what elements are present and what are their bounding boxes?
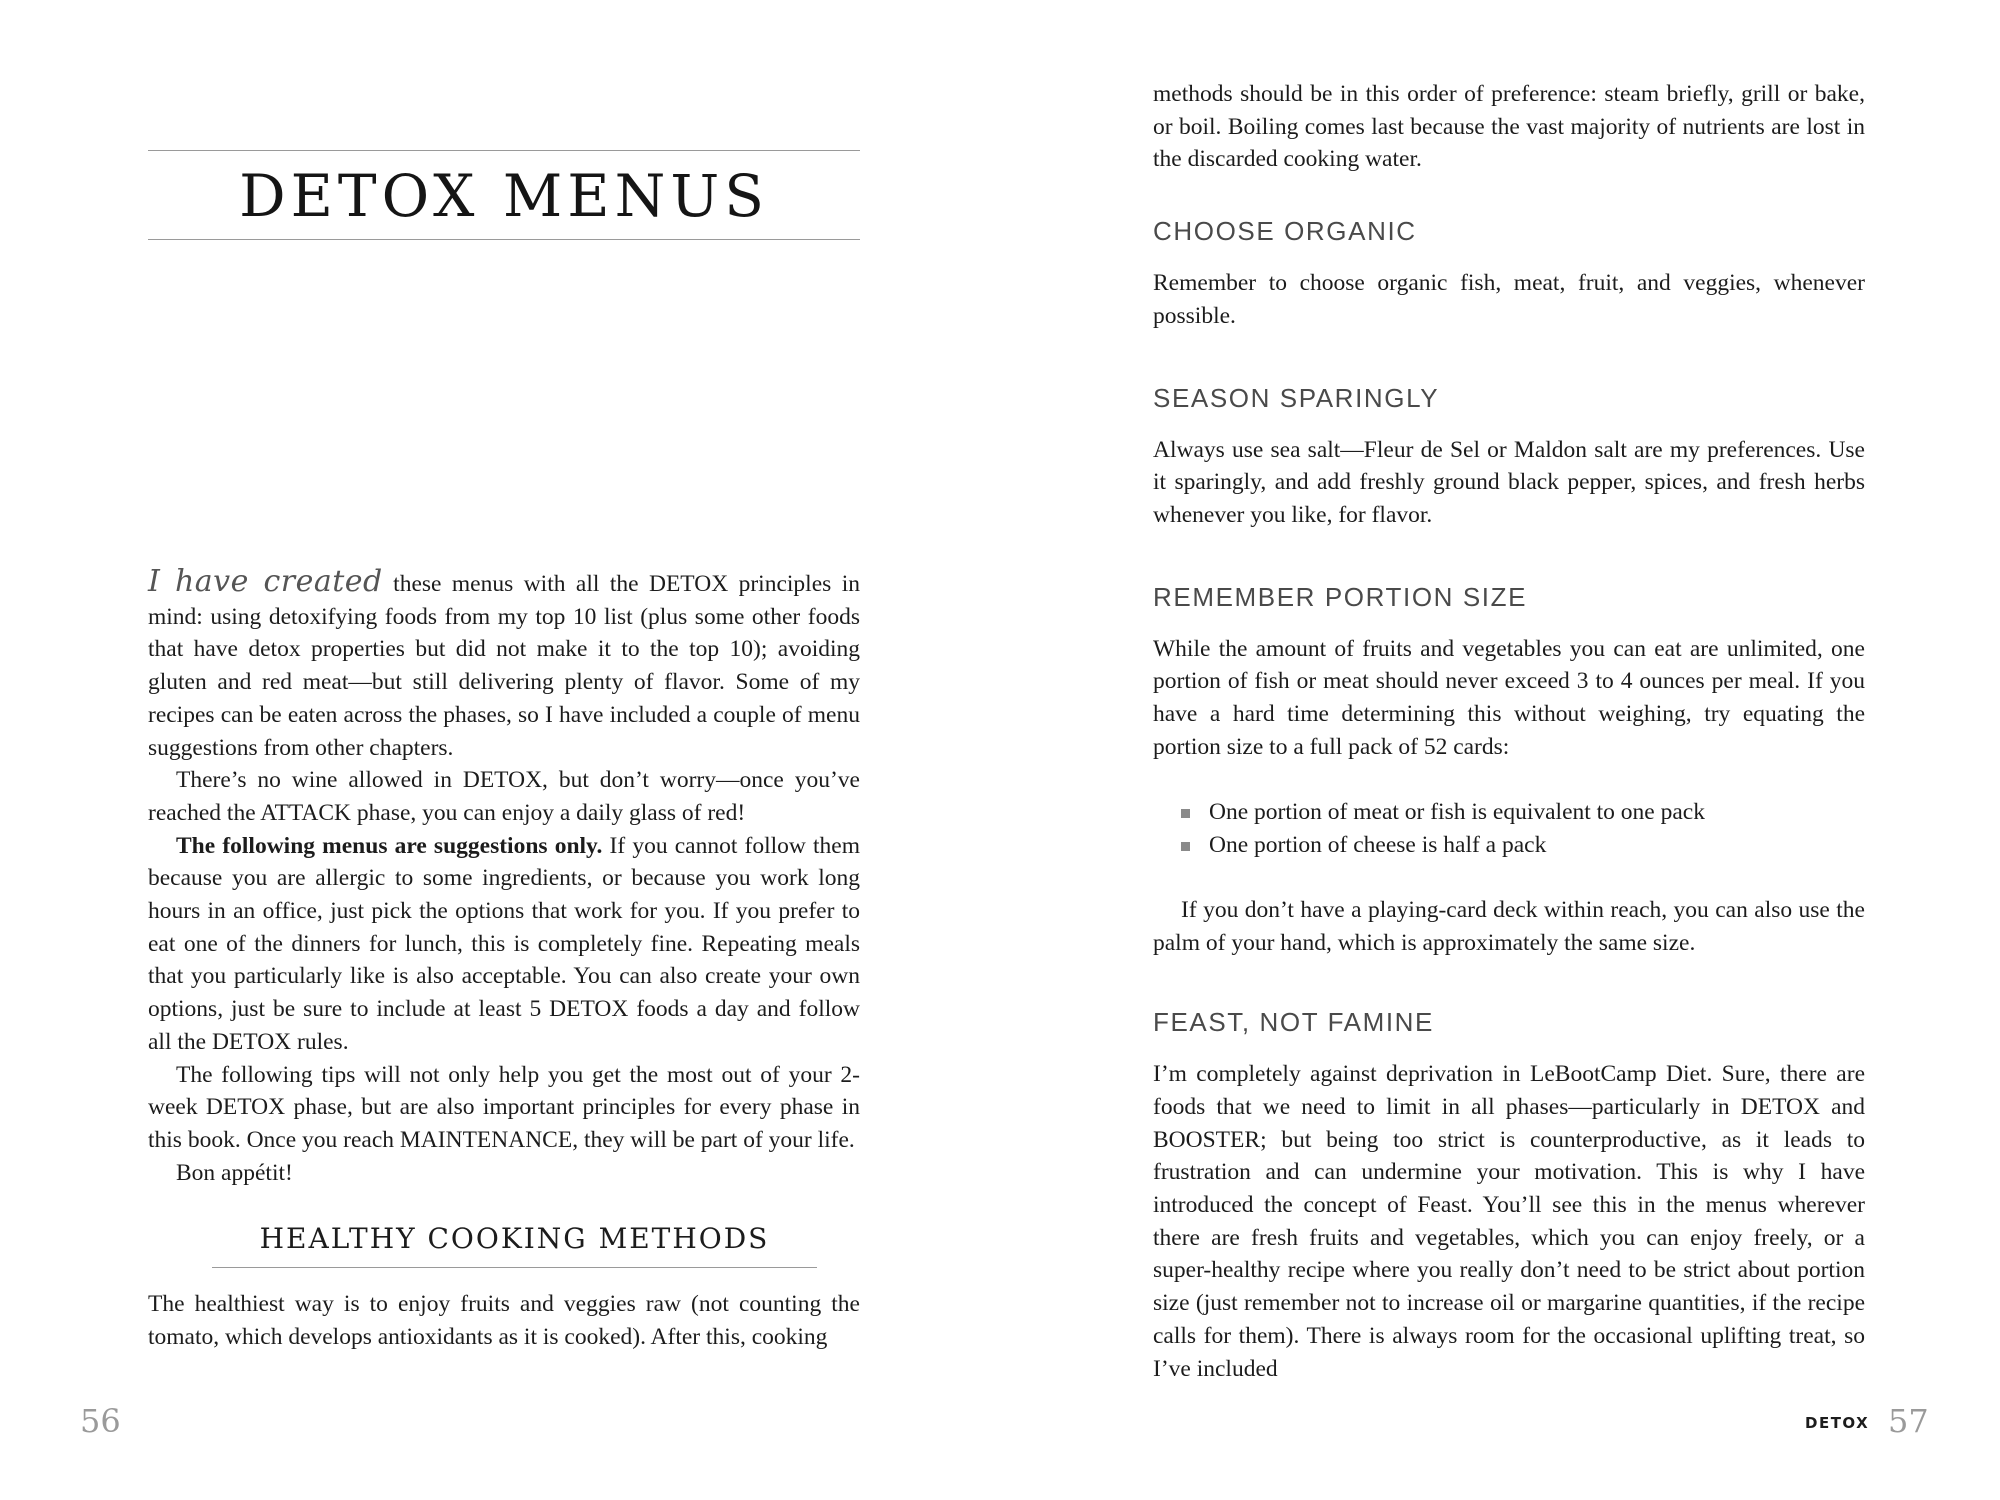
portion-bullet-list bbox=[1153, 796, 1865, 861]
intro-paragraph-1 bbox=[148, 566, 860, 764]
chapter-title-block bbox=[148, 150, 860, 240]
cooking-methods-text bbox=[148, 1288, 860, 1353]
title-rule-top bbox=[148, 150, 860, 151]
right-page bbox=[1000, 0, 2000, 1500]
intro-paragraph-5: Bon appétit! bbox=[176, 1159, 293, 1186]
cooking-methods-paragraph: The healthiest way is to enjoy fruits and veggies raw (not counting the tomato, which develops antioxidants as it is cooked). After this, cooking bbox=[148, 1291, 860, 1350]
bullet-text: One portion of cheese is half a pack bbox=[1209, 832, 1547, 859]
heading-choose-organic: CHOOSE ORGANIC bbox=[1153, 216, 1417, 247]
right-column bbox=[1153, 78, 1865, 1385]
chapter-title: DETOX MENUS bbox=[239, 162, 769, 230]
square-bullet-icon bbox=[1181, 842, 1190, 851]
bullet-text: One portion of meat or fish is equivalent to one pack bbox=[1209, 799, 1705, 826]
intro-paragraph-1-text: these menus with all the DETOX principles in mind: using detoxifying foods from my top 10 list (plus some other foods that have detox properties but did not make it to the top 10); avoiding gluten and red meat—but still delivering plenty of flavor. Some of my recipes can be eaten across the phases, so I have included a couple of menu suggestions from other chapters. bbox=[148, 571, 860, 761]
intro-paragraph-3 bbox=[148, 830, 860, 1059]
page-number-left: 56 bbox=[80, 1402, 121, 1440]
title-rule-bottom bbox=[148, 239, 860, 240]
season-sparingly-text: Always use sea salt—Fleur de Sel or Maldon salt are my preferences. Use it sparingly, and add freshly ground black pepper, spices, and fresh herbs whenever you like, for flavor. bbox=[1153, 436, 1865, 528]
intro-paragraph-2: There’s no wine allowed in DETOX, but don’t worry—once you’ve reached the ATTACK phase, you can enjoy a daily glass of red! bbox=[148, 767, 860, 826]
intro-paragraph-4: The following tips will not only help you get the most out of your 2-week DETOX phase, but are also important principles for every phase in this book. Once you reach MAINTENANCE, they will be part of your life. bbox=[148, 1061, 860, 1153]
running-head: DETOX bbox=[1805, 1414, 1870, 1432]
suggestions-note: The following menus are suggestions only. bbox=[176, 832, 603, 859]
square-bullet-icon bbox=[1181, 809, 1190, 818]
bullet-item bbox=[1181, 829, 1865, 862]
continuation-paragraph: methods should be in this order of preference: steam briefly, grill or bake, or boil. Boiling comes last because the vast majority of nutrients are lost in the discarded cooking water. bbox=[1153, 81, 1865, 173]
bullet-item bbox=[1181, 796, 1865, 829]
choose-organic-text: Remember to choose organic fish, meat, fruit, and veggies, whenever possible. bbox=[1153, 270, 1865, 329]
section-heading-cooking-methods: HEALTHY COOKING METHODS bbox=[212, 1222, 817, 1268]
portion-size-text: While the amount of fruits and vegetables you can eat are unlimited, one portion of fish or meat should never exceed 3 to 4 ounces per meal. If you have a hard time determining this without weighing, try equating the portion size to a full pack of 52 cards: bbox=[1153, 635, 1865, 760]
heading-portion-size: REMEMBER PORTION SIZE bbox=[1153, 581, 1528, 612]
lead-in: I have created bbox=[148, 564, 383, 599]
heading-feast-not-famine: FEAST, NOT FAMINE bbox=[1153, 1007, 1434, 1038]
intro-paragraph-3-text: If you cannot follow them because you are allergic to some ingredients, or because you work long hours in an office, just pick the options that work for you. If you prefer to eat one of the dinners for lunch, this is completely fine. Repeating meals that you particularly like is also acceptable. You can also create your own options, just be sure to include at least 5 DETOX foods a day and follow all the DETOX rules. bbox=[148, 832, 860, 1055]
portion-after-text: If you don’t have a playing-card deck within reach, you can also use the palm of your hand, which is approximately the same size. bbox=[1153, 896, 1865, 956]
page-number-right: 57 bbox=[1888, 1402, 1929, 1440]
heading-season-sparingly: SEASON SPARINGLY bbox=[1153, 382, 1440, 413]
feast-not-famine-text: I’m completely against deprivation in LeBootCamp Diet. Sure, there are foods that we need to limit in all phases—particularly in DETOX and BOOSTER; but being too strict is counterproductive, as it leads to frustration and can undermine your motivation. This is why I have introduced the concept of Feast. You’ll see this in the menus wherever there are fresh fruits and vegetables, which you can enjoy freely, or a super-healthy recipe where you really don’t need to be strict about portion size (just remember not to increase oil or margarine quantities, if the recipe calls for them). There is always room for the occasional uplifting treat, so I’ve included bbox=[1153, 1061, 1865, 1382]
intro-text bbox=[148, 566, 860, 1189]
